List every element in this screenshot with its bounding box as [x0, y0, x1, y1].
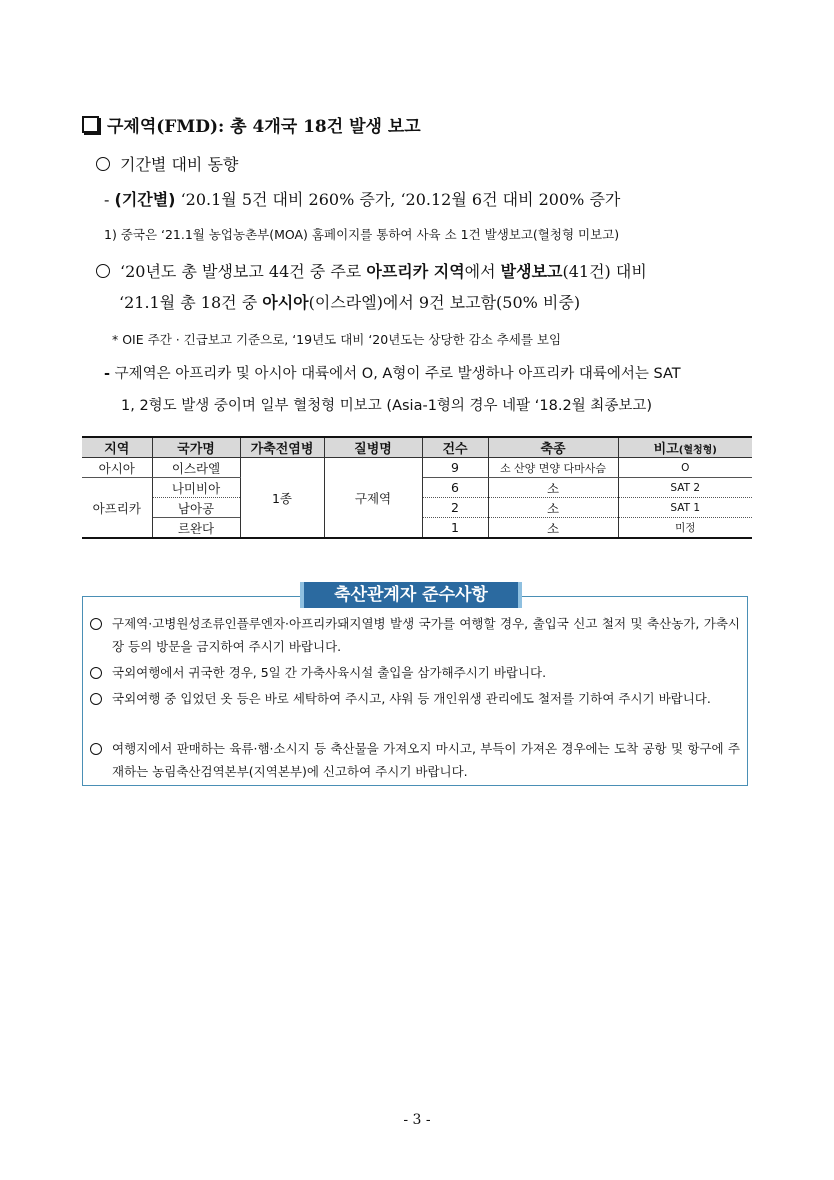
notice-title: 축산관계자 준수사항 — [300, 582, 522, 608]
header-country: 국가명 — [152, 437, 240, 458]
trend-dash: - — [104, 190, 110, 209]
circle-bullet-icon — [90, 743, 102, 755]
note-cell: SAT 1 — [618, 498, 752, 518]
notice-item — [90, 612, 740, 658]
header-disease: 질병명 — [324, 437, 422, 458]
country-cell: 르완다 — [152, 518, 240, 539]
outbreak-table — [82, 436, 752, 539]
species-cell: 소 — [488, 498, 618, 518]
summary-line-1 — [96, 259, 647, 282]
notice-item-text: 국외여행에서 귀국한 경우, 5일 간 가축사육시설 출입을 삼가해주시기 바랍니다. — [112, 665, 547, 680]
country-cell: 남아공 — [152, 498, 240, 518]
region-cell: 아프리카 — [82, 478, 152, 539]
header-count: 건수 — [422, 437, 488, 458]
trend-heading-text: 기간별 대비 동향 — [120, 155, 239, 174]
species-cell: 소 — [488, 478, 618, 498]
header-note-label: 비고 — [653, 442, 679, 457]
summary-bold-asia: 아시아 — [262, 293, 309, 312]
checkbox-icon — [82, 116, 99, 133]
region-cell: 아시아 — [82, 458, 152, 478]
country-cell: 이스라엘 — [152, 458, 240, 478]
section-title — [82, 112, 421, 137]
count-cell: 2 — [422, 498, 488, 518]
circle-bullet-icon — [90, 667, 102, 679]
trend-text: ‘20.1월 5건 대비 260% 증가, ‘20.12월 6건 대비 200% 증가 — [175, 190, 621, 209]
summary-text-a: ‘20년도 총 발생보고 44건 중 주로 — [120, 262, 367, 281]
summary-text-c: 에서 — [464, 262, 501, 281]
country-cell: 나미비아 — [152, 478, 240, 498]
trend-detail — [104, 187, 620, 210]
table-header-row — [82, 437, 752, 458]
circle-bullet-icon — [96, 264, 110, 278]
header-note-sub: (혈청형) — [678, 445, 717, 456]
count-cell: 6 — [422, 478, 488, 498]
notice-item — [90, 661, 740, 684]
note-cell: 미정 — [618, 518, 752, 539]
disease-cell: 구제역 — [324, 458, 422, 539]
notice-item — [90, 687, 740, 710]
notice-item-text: 국외여행 중 입었던 옷 등은 바로 세탁하여 주시고, 샤워 등 개인위생 관리에도 철저를 기하여 주시기 바랍니다. — [112, 691, 711, 706]
header-region: 지역 — [82, 437, 152, 458]
header-note — [618, 437, 752, 458]
header-species: 축종 — [488, 437, 618, 458]
summary-line-2 — [119, 290, 580, 313]
note-cell: SAT 2 — [618, 478, 752, 498]
note-cell: O — [618, 458, 752, 478]
class-cell: 1종 — [240, 458, 324, 539]
summary-dash-line-1 — [104, 362, 681, 383]
notice-item-text: 여행지에서 판매하는 육류·햄·소시지 등 축산물을 가져오지 마시고, 부득이 가져온 경우에는 도착 공항 및 항구에 주재하는 농림축산검역본부(지역본부)에 신고하여 주시기 바랍니다. — [112, 741, 740, 779]
trend-heading — [96, 152, 238, 175]
summary-dash-line-2: 1, 2형도 발생 중이며 일부 혈청형 미보고 (Asia-1형의 경우 네팔 ‘18.2월 최종보고) — [121, 398, 652, 414]
circle-bullet-icon — [90, 693, 102, 705]
count-cell: 9 — [422, 458, 488, 478]
species-cell: 소 산양 면양 다마사슴 — [488, 458, 618, 478]
summary-note: * OIE 주간 · 긴급보고 기준으로, ‘19년도 대비 ‘20년도는 상당한 감소 추세를 보임 — [112, 332, 562, 347]
summary-text-e: (41건) 대비 — [562, 262, 647, 281]
section-title-text: 구제역(FMD): 총 4개국 18건 발생 보고 — [107, 117, 421, 137]
circle-bullet-icon — [90, 618, 102, 630]
notice-item-text: 구제역·고병원성조류인플루엔자·아프리카돼지열병 발생 국가를 여행할 경우, 출입국 신고 철저 및 축산농가, 가축시장 등의 방문을 금지하여 주시기 바랍니다. — [112, 616, 740, 654]
notice-item — [90, 737, 740, 783]
summary-dash: - — [104, 366, 111, 382]
trend-label: (기간별) — [114, 190, 176, 209]
count-cell: 1 — [422, 518, 488, 539]
summary-text-2c: (이스라엘)에서 9건 보고함(50% 비중) — [308, 293, 581, 312]
table-row — [82, 458, 752, 478]
summary-dash-text-1: 구제역은 아프리카 및 아시아 대륙에서 O, A형이 주로 발생하나 아프리카 대륙에서는 SAT — [114, 366, 681, 382]
page-number: - 3 - — [403, 1112, 431, 1128]
trend-footnote: 1) 중국은 ‘21.1월 농업농촌부(MOA) 홈페이지를 통하여 사육 소 1건 발생보고(혈청형 미보고) — [104, 227, 620, 242]
header-class: 가축전염병 — [240, 437, 324, 458]
circle-bullet-icon — [96, 157, 110, 171]
species-cell: 소 — [488, 518, 618, 539]
summary-bold-africa: 아프리카 지역 — [366, 262, 465, 281]
summary-bold-report: 발생보고 — [500, 262, 563, 281]
summary-text-2a: ‘21.1월 총 18건 중 — [119, 293, 263, 312]
